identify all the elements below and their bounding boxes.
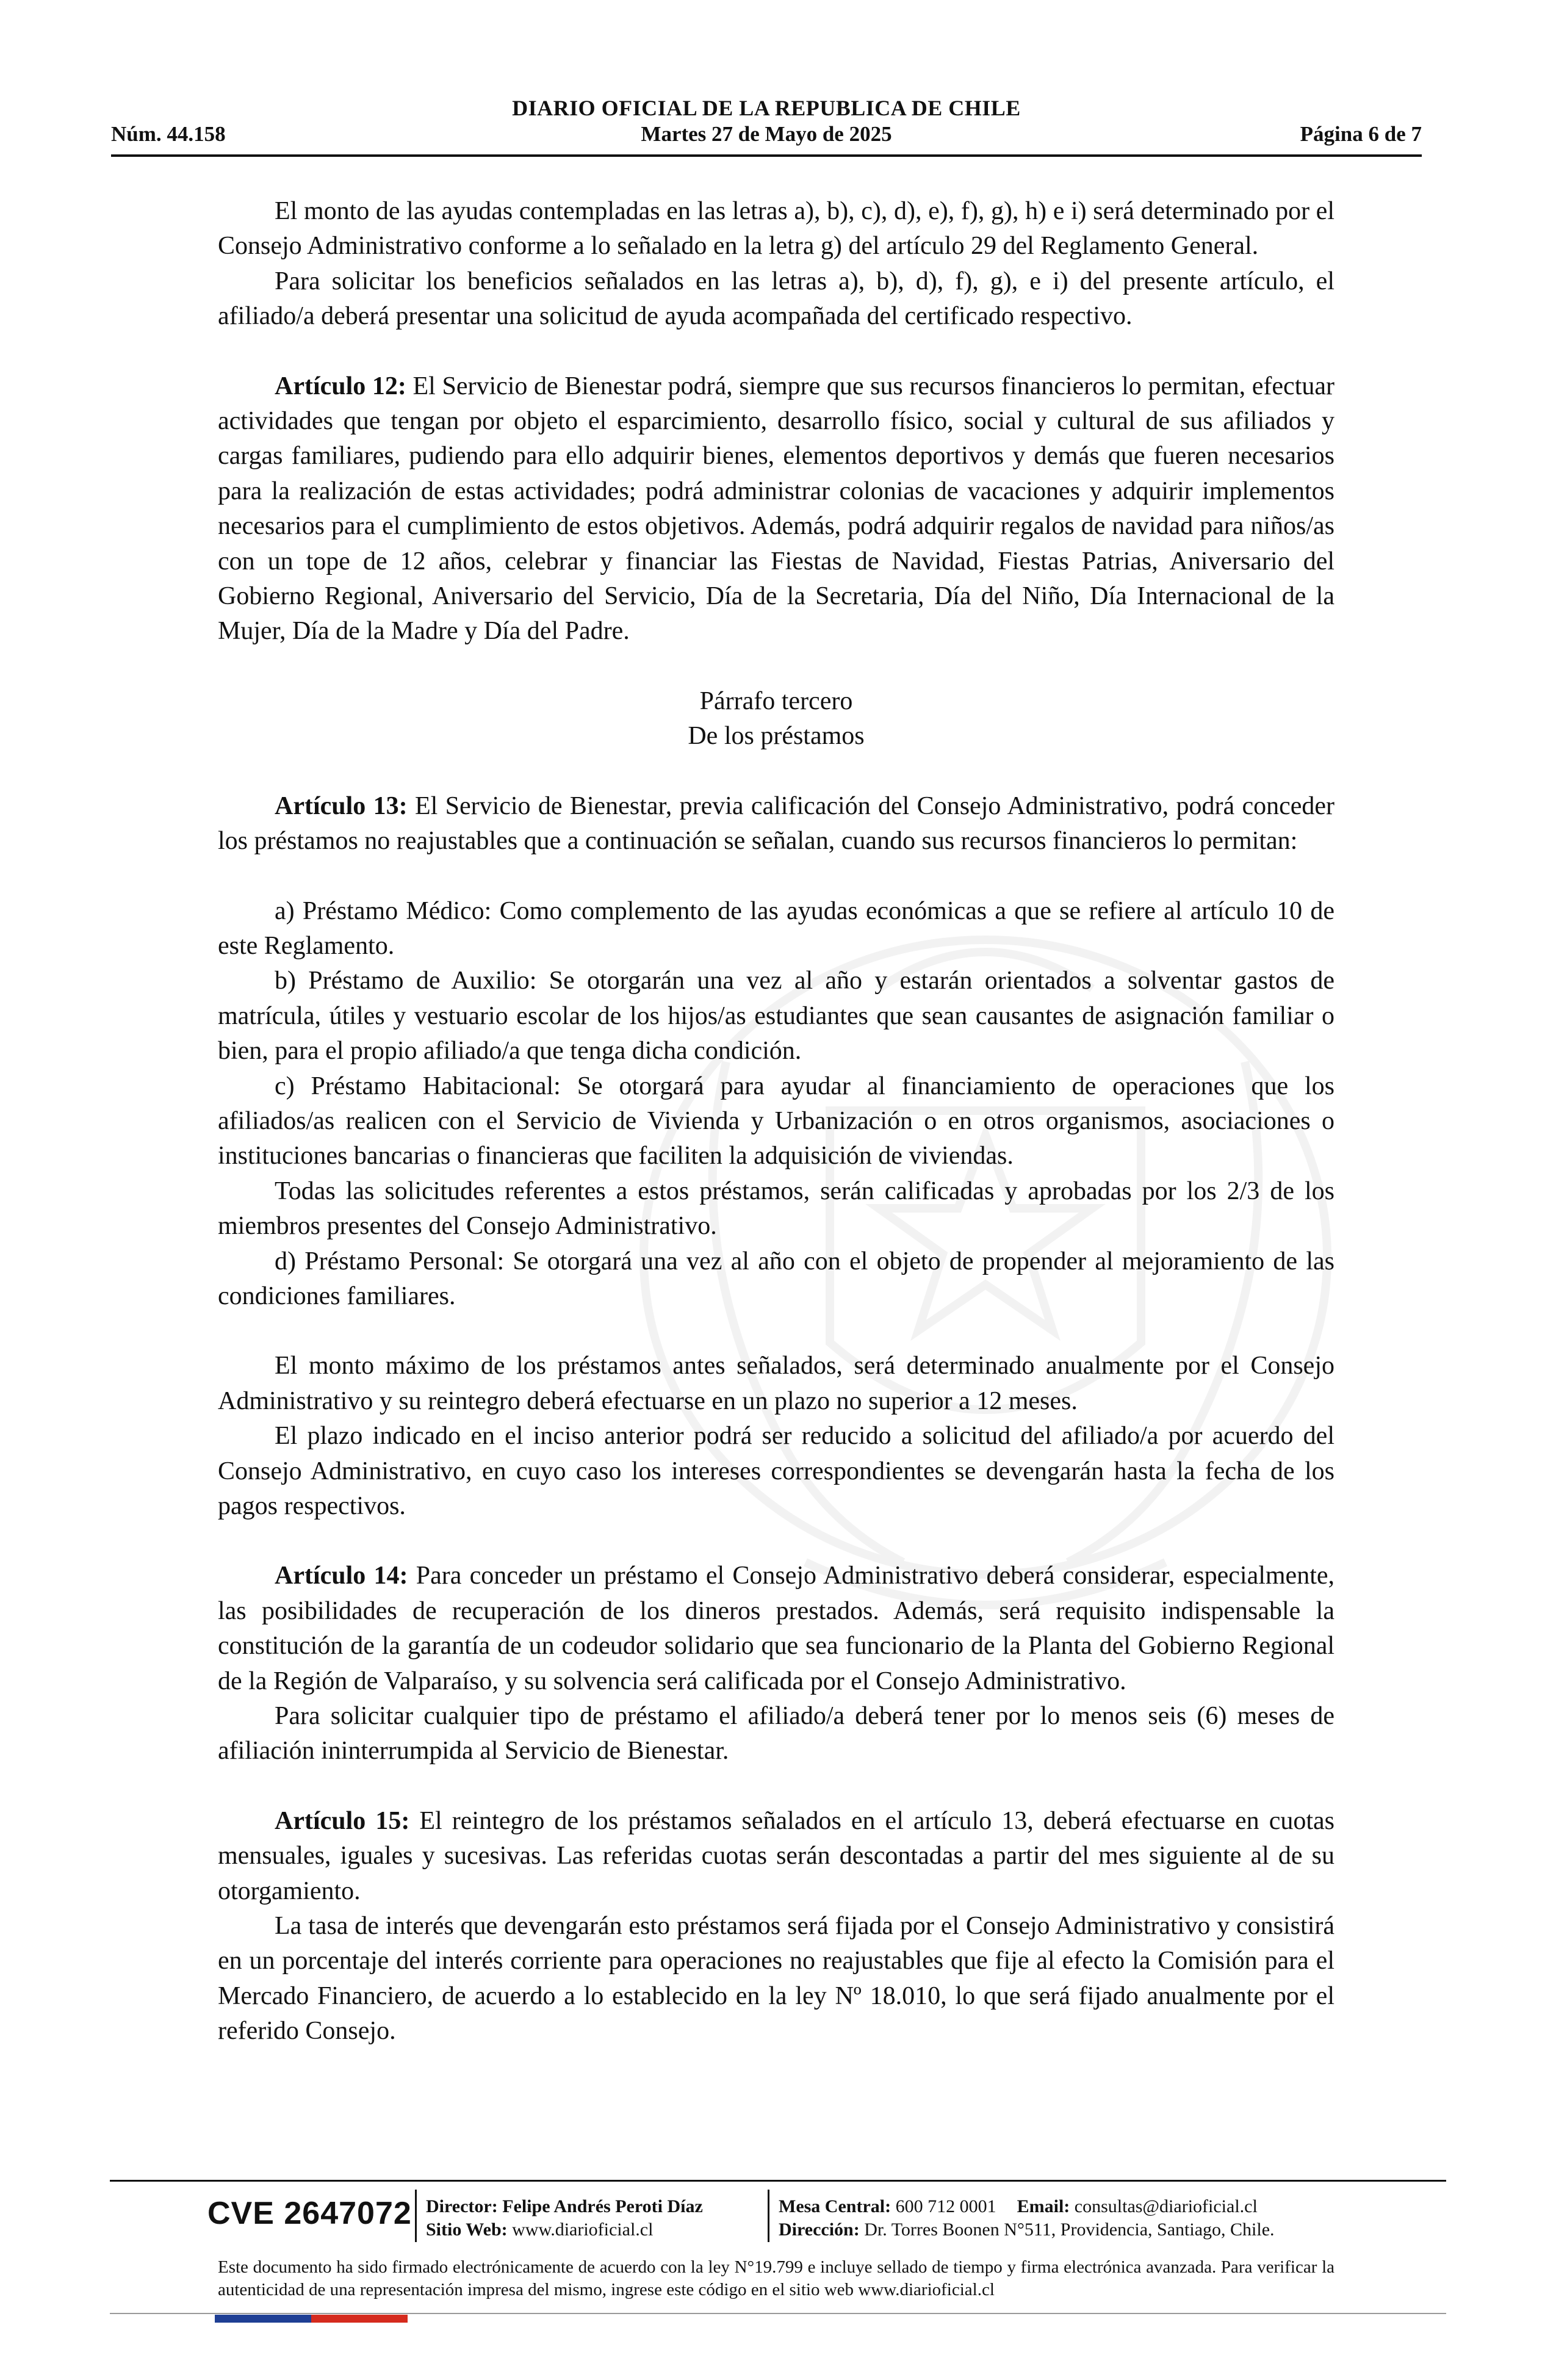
paragraph-plazo: El plazo indicado en el inciso anterior podrá ser reducido a solicitud del afiliado/a por acuerdo del Consejo Administrativo, en cuyo caso los intereses correspondientes se devengarán hasta la fecha de los pagos respectivos. — [218, 1422, 1334, 1520]
paragraph-afiliacion: Para solicitar cualquier tipo de préstamo el afiliado/a deberá tener por lo menos seis (6) meses de afiliación ininterrumpida al Servicio de Bienestar. — [218, 1702, 1334, 1765]
paragraph-montos: El monto de las ayudas contempladas en las letras a), b), c), d), e), f), g), h) e i) será determinado por el Consejo Administrativo conforme a lo señalado en la letra g) del artículo 29 del Reglamento General. — [218, 197, 1334, 261]
paragraph-solicitud: Para solicitar los beneficios señalados en las letras a), b), d), f), g), e i) del presente artículo, el afiliado/a deberá presentar una solicitud de ayuda acompañada del certificado respectivo. — [218, 267, 1334, 331]
issue-date: Martes 27 de Mayo de 2025 — [641, 122, 892, 146]
mesa-central-phone: 600 712 0001 — [895, 2196, 996, 2216]
issue-number: Núm. 44.158 — [111, 122, 226, 146]
footer-contact-block — [779, 2195, 1275, 2241]
page-header — [111, 93, 1422, 159]
loan-approval-note: Todas las solicitudes referentes a estos préstamos, serán calificadas y aprobadas por los 2/3 de los miembros presentes del Consejo Administrativo. — [218, 1177, 1334, 1241]
email-link[interactable]: consultas@diarioficial.cl — [1074, 2196, 1258, 2216]
footer-rule — [110, 2180, 1446, 2182]
document-body — [218, 194, 1334, 2049]
direccion-value: Dr. Torres Boonen N°511, Providencia, Santiago, Chile. — [864, 2220, 1275, 2240]
header-rule — [111, 154, 1422, 157]
section-heading: Párrafo tercero — [699, 687, 853, 715]
article-13-label: Artículo 13: — [275, 792, 408, 820]
footer-divider — [415, 2190, 417, 2242]
article-12-label: Artículo 12: — [275, 372, 406, 400]
article-13 — [218, 789, 1334, 859]
website-link[interactable]: www.diarioficial.cl — [512, 2220, 654, 2240]
loan-item-b: b) Préstamo de Auxilio: Se otorgarán una vez al año y estarán orientados a solventar gastos de matrícula, útiles y vestuario escolar de los hijos/as estudiantes que sean causantes de asignación familiar o bien, para el propio afiliado/a que tenga dicha condición. — [218, 967, 1334, 1066]
article-12 — [218, 369, 1334, 649]
article-14 — [218, 1559, 1334, 1699]
flag-stripe-red — [311, 2315, 408, 2323]
paragraph-monto-maximo: El monto máximo de los préstamos antes señalados, será determinado anualmente por el Consejo Administrativo y su reintegro deberá efectuarse en un plazo no superior a 12 meses. — [218, 1352, 1334, 1415]
loan-item-d: d) Préstamo Personal: Se otorgará una vez al año con el objeto de propender al mejoramiento de las condiciones familiares. — [218, 1247, 1334, 1310]
article-13-text: El Servicio de Bienestar, previa calificación del Consejo Administrativo, podrá conceder los préstamos no reajustables que a continuación se señalan, cuando sus recursos financieros lo permitan: — [218, 792, 1334, 856]
electronic-signature-notice: Este documento ha sido firmado electrónicamente de acuerdo con la ley N°19.799 e incluye sellado de tiempo y firma electrónica avanzada. Para verificar la autenticidad de una representación impresa del mismo, ingrese este código en el sitio web www.diarioficial.cl — [218, 2257, 1334, 2299]
article-15-text: El reintegro de los préstamos señalados en el artículo 13, deberá efectuarse en cuotas mensuales, iguales y sucesivas. Las referidas cuotas serán descontadas a partir del mes siguiente al de su otorgamiento. — [218, 1806, 1334, 1905]
article-12-text: El Servicio de Bienestar podrá, siempre que sus recursos financieros lo permitan, efectuar actividades que tengan por objeto el esparcimiento, desarrollo físico, social y cultural de sus afiliados y cargas familiares, pudiendo para ello adquirir bienes, elementos deportivos y demás que fueren necesarios para la realización de estas actividades; podrá administrar colonias de vacaciones y adquirir implementos necesarios para el cumplimiento de estos objetivos. Además, podrá adquirir regalos de navidad para niños/as con un tope de 12 años, celebrar y financiar las Fiestas de Navidad, Fiestas Patrias, Aniversario del Gobierno Regional, Aniversario del Servicio, Día de la Secretaria, Día del Niño, Día Internacional de la Mujer, Día de la Madre y Día del Padre. — [218, 372, 1334, 646]
flag-stripe-blue — [215, 2315, 311, 2323]
website-label: Sitio Web: — [426, 2220, 508, 2240]
article-15 — [218, 1804, 1334, 1909]
page-number: Página 6 de 7 — [1300, 122, 1422, 146]
cve-code: CVE 2647072 — [207, 2196, 412, 2231]
loan-item-c: c) Préstamo Habitacional: Se otorgará para ayudar al financiamiento de operaciones que los afiliados/as realicen con el Servicio de Vivienda y Urbanización o en otros organismos, asociaciones o instituciones bancarias o financieras que faciliten la adquisición de viviendas. — [218, 1072, 1334, 1170]
section-subheading: De los préstamos — [688, 722, 865, 751]
director-name: Felipe Andrés Peroti Díaz — [502, 2196, 703, 2216]
direccion-label: Dirección: — [779, 2220, 860, 2240]
footer-bottom-rule — [110, 2313, 1446, 2314]
email-label: Email: — [1017, 2196, 1070, 2216]
article-14-text: Para conceder un préstamo el Consejo Administrativo deberá considerar, especialmente, las posibilidades de recuperación de los dineros prestados. Además, será requisito indispensable la constitución de la garantía de un codeudor solidario que sea funcionario de la Planta del Gobierno Regional de la Región de Valparaíso, y su solvencia será calificada por el Consejo Administrativo. — [218, 1562, 1334, 1695]
footer-director-block — [426, 2195, 703, 2241]
journal-title: DIARIO OFICIAL DE LA REPUBLICA DE CHILE — [512, 96, 1021, 120]
loan-item-a: a) Préstamo Médico: Como complemento de las ayudas económicas a que se refiere al artículo 10 de este Reglamento. — [218, 896, 1334, 960]
article-14-label: Artículo 14: — [275, 1562, 408, 1590]
paragraph-tasa-interes: La tasa de interés que devengarán esto préstamos será fijada por el Consejo Administrativo y consistirá en un porcentaje del interés corriente para operaciones no reajustables que fije al efecto la Comisión para el Mercado Financiero, de acuerdo a lo establecido en la ley Nº 18.010, lo que será fijado anualmente por el referido Consejo. — [218, 1912, 1334, 2046]
director-label: Director: — [426, 2196, 498, 2216]
mesa-central-label: Mesa Central: — [779, 2196, 891, 2216]
footer-divider — [768, 2190, 769, 2242]
article-15-label: Artículo 15: — [275, 1806, 410, 1835]
